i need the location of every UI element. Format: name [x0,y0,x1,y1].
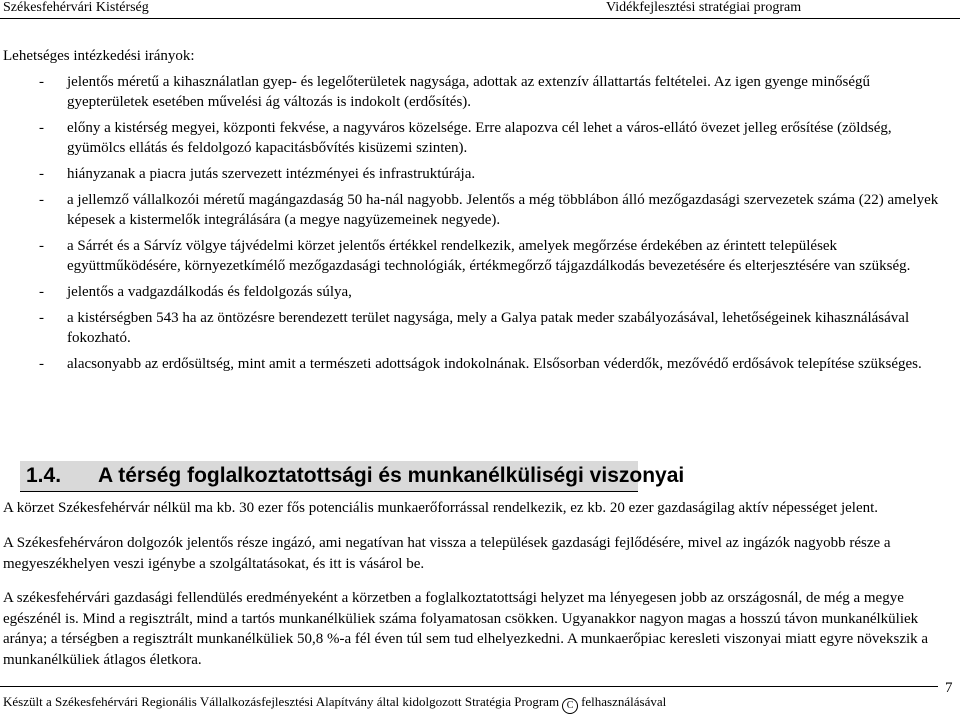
footer-divider [0,686,938,687]
dash-marker: - [39,120,44,136]
footer-credit [3,694,666,714]
list-item-text: alacsonyabb az erdősültség, mint amit a természeti adottságok indokolnának. Elsősorban véderdők, mezővédő erdősávok telepítése szükséges. [67,356,922,372]
copyright-icon: C [562,698,578,714]
page-header [0,0,960,22]
list-item-text: a kistérségben 543 ha az öntözésre berendezett terület nagysága, mely a Galya patak meder szabályozásával, lehetőségeinek kihasználásával fokozható. [67,310,910,346]
list-item [0,282,960,302]
measures-list [0,72,960,380]
header-divider [0,18,960,19]
list-item [0,354,960,374]
dash-marker: - [39,284,44,300]
dash-marker: - [39,238,44,254]
dash-marker: - [39,74,44,90]
header-right-title: Vidékfejlesztési stratégiai program [606,0,802,15]
section-number: 1.4. [26,464,62,487]
list-item-text: a jellemző vállalkozói méretű magángazdaság 50 ha-nál nagyobb. Jelentős a még többlábon álló mezőgazdasági szervezetek száma (22) amelyek képesek a kistermelők integrálására (a megye nagyüzemeinek negyede). [67,192,939,228]
list-item [0,190,960,230]
list-item-text: előny a kistérség megyei, központi fekvése, a nagyváros közelsége. Erre alapozva cél lehet a város-ellátó övezet jelleg erősítése (zöldség, gyümölcs ellátás és feldolgozó kapacitásbővítés kisüzemi szinten). [67,120,892,156]
section-title: A térség foglalkoztatottsági és munkanélküliségi viszonyai [98,464,685,487]
paragraph: A körzet Székesfehérvár nélkül ma kb. 30 ezer fős potenciális munkaerőforrással rendelkezik, ez kb. 20 ezer gazdaságilag aktív népességet jelent. [3,500,879,516]
page-number: 7 [945,680,953,696]
footer-credit-suffix: felhasználásával [581,694,667,709]
list-item [0,72,960,112]
section-heading-underline [20,491,638,492]
list-item [0,118,960,158]
list-item-text: jelentős méretű a kihasználatlan gyep- és legelőterületek nagysága, adottak az extenzív állattartás feltételei. Az igen gyenge minőségű gyepterületek esetében művelési ág változás is indokolt (erdősítés). [67,74,871,110]
dash-marker: - [39,356,44,372]
list-item [0,164,960,184]
page-footer [0,680,960,714]
footer-credit-text: Készült a Székesfehérvári Regionális Vállalkozásfejlesztési Alapítvány által kidolgozott Stratégia Program [3,694,560,709]
list-item-text: a Sárrét és a Sárvíz völgye tájvédelmi körzet jelentős értékkel rendelkezik, amelyek megőrzése érdekében az érintett települések együttműködésére, környezetkímélő mezőgazdasági technológiák, értékmegőrző tájgazdálkodás bevezetésére és elterjesztésére van szükség. [67,238,911,274]
paragraph: A székesfehérvári gazdasági fellendülés eredményeként a körzetben a foglalkoztatottsági helyzet ma lényegesen jobb az országosnál, de még a megye egészénél is. Mind a regisztrált, mind a tartós munkanélküliek száma folyamatosan csökken. Ugyanakkor nagyon magas a hosszú távon munkanélküliek aránya; a térségben a regisztrált munkanélküliek 50,8 %-a fél éven túl sem tud elhelyezkedni. A munkaerőpiac keresleti viszonyai miatt egyre növekszik a munkanélküliek átlagos életkora. [3,590,929,668]
paragraph: A Székesfehérváron dolgozók jelentős része ingázó, ami negatívan hat vissza a települések gazdasági fejlődésére, mivel az ingázók nagyobb része a megyeszékhelyen veszi igénybe a szolgáltatásokat, és itt is vásárol be. [3,535,891,572]
header-left-title: Székesfehérvári Kistérség [3,0,149,15]
dash-marker: - [39,192,44,208]
list-item [0,236,960,276]
list-item [0,308,960,348]
section-heading [0,461,960,491]
list-item-text: hiányzanak a piacra jutás szervezett intézményei és infrastruktúrája. [67,166,476,182]
dash-marker: - [39,166,44,182]
section-intro-label: Lehetséges intézkedési irányok: [3,48,195,64]
dash-marker: - [39,310,44,326]
list-item-text: jelentős a vadgazdálkodás és feldolgozás súlya, [67,284,352,300]
